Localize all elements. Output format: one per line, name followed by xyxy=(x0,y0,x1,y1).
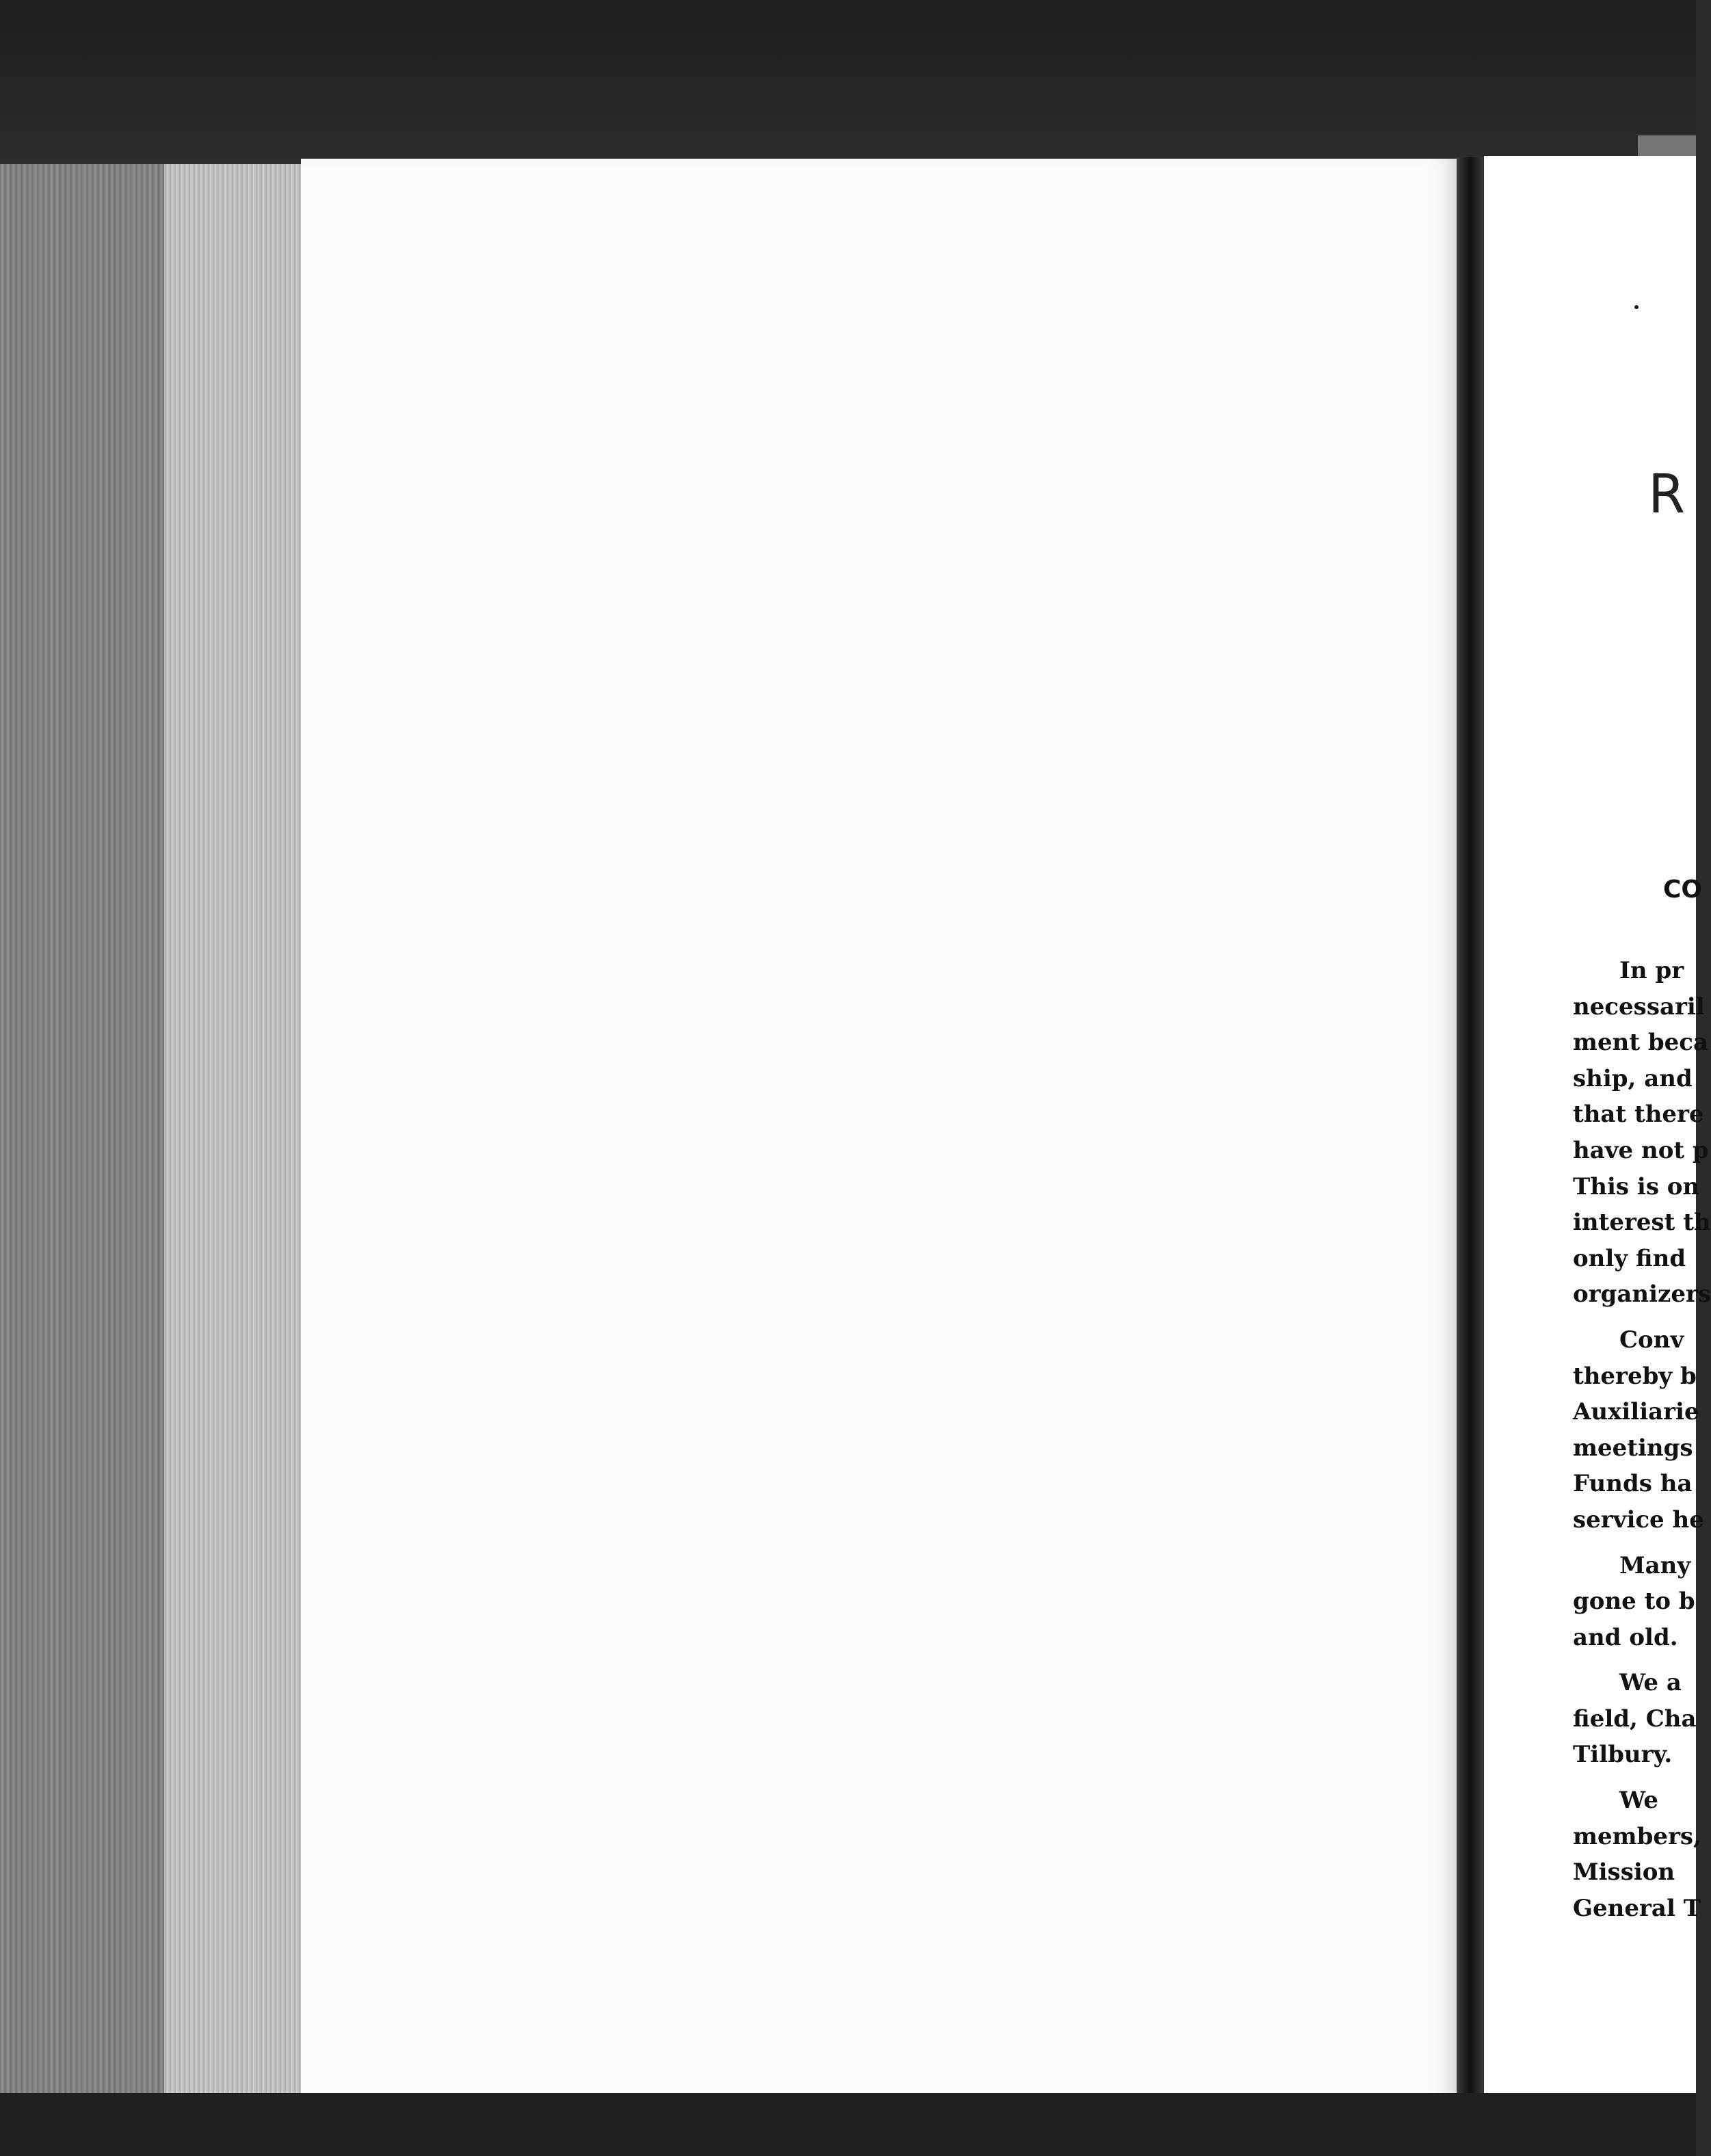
text-line: Tilbury. xyxy=(1573,1741,1673,1769)
text-line: We a xyxy=(1619,1669,1682,1697)
page-tab-mark xyxy=(1638,135,1696,156)
page-heading: R xyxy=(1648,464,1687,525)
text-line: necessaril xyxy=(1573,992,1705,1021)
text-line: and old. xyxy=(1573,1623,1678,1651)
page-speck xyxy=(1634,305,1639,309)
text-line: gone to b xyxy=(1573,1588,1695,1616)
text-line: organizers xyxy=(1573,1280,1711,1309)
text-line: that there xyxy=(1573,1101,1704,1129)
text-line: General T xyxy=(1573,1894,1701,1922)
text-line: We xyxy=(1619,1787,1659,1815)
book-gutter xyxy=(1457,157,1484,2103)
text-line: In pr xyxy=(1619,957,1684,984)
background-top xyxy=(0,0,1696,164)
text-line: Mission xyxy=(1573,1858,1675,1886)
text-line: Conv xyxy=(1619,1326,1684,1354)
text-line: This is on xyxy=(1573,1172,1700,1200)
text-line: Auxiliarie xyxy=(1573,1398,1699,1426)
text-line: ship, and xyxy=(1573,1064,1693,1092)
right-page xyxy=(1484,156,1711,2102)
book-page-edges xyxy=(0,164,301,2100)
text-line: meetings xyxy=(1573,1434,1693,1462)
text-line: thereby b xyxy=(1573,1362,1697,1390)
text-line: members, xyxy=(1573,1822,1701,1850)
text-line: service he xyxy=(1573,1506,1704,1534)
body-text xyxy=(1573,953,1711,1926)
text-line: ment beca xyxy=(1573,1029,1709,1057)
text-line: only find xyxy=(1573,1244,1686,1272)
text-line: interest th xyxy=(1573,1209,1711,1237)
text-line: Many xyxy=(1619,1551,1691,1579)
text-line: field, Cha xyxy=(1573,1705,1697,1733)
section-heading: CO xyxy=(1663,876,1703,904)
background-bottom xyxy=(0,2093,1696,2156)
left-page-blank xyxy=(301,159,1457,2101)
text-line: have not p xyxy=(1573,1136,1709,1164)
text-line: Funds ha xyxy=(1573,1470,1693,1498)
